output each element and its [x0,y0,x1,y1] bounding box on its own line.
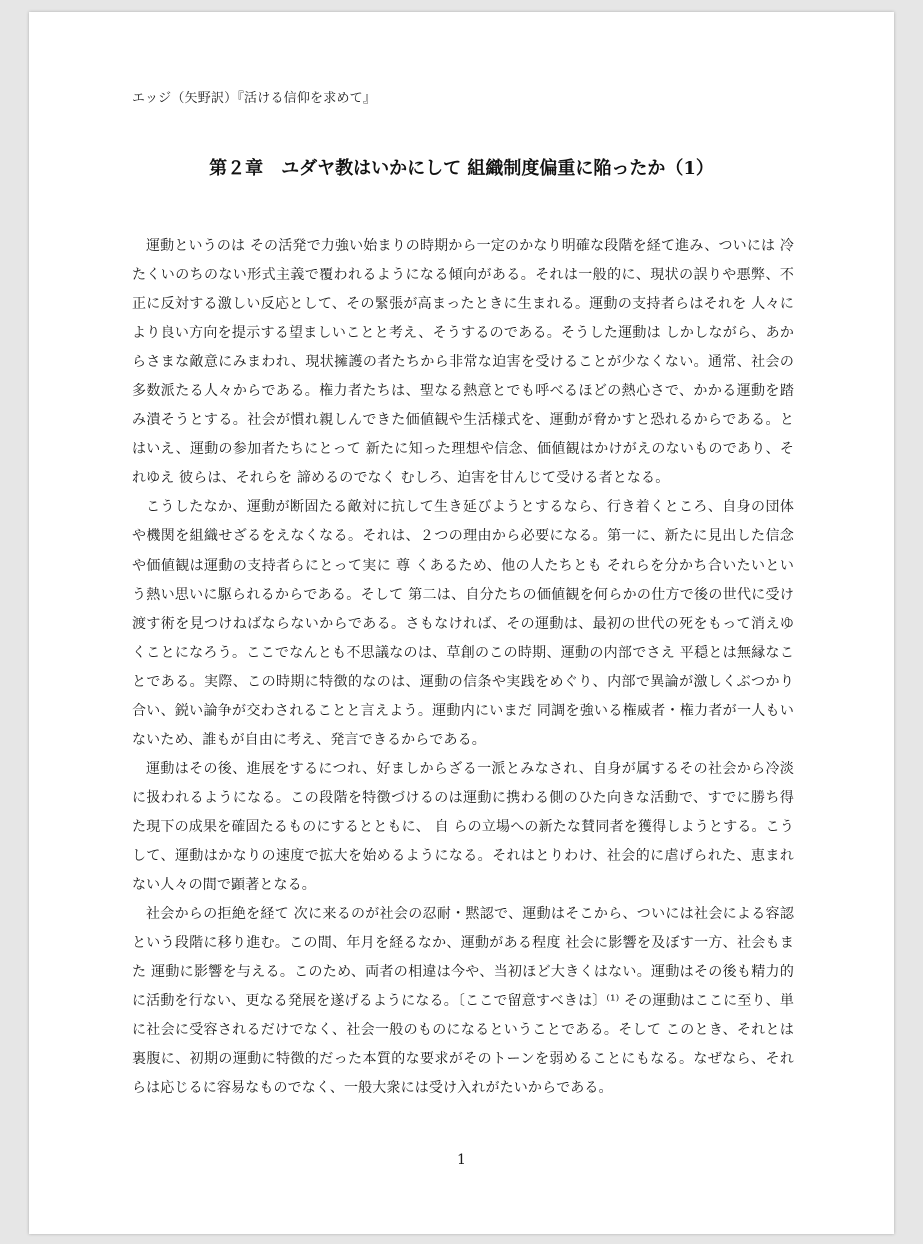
paragraph: 運動はその後、進展をするにつれ、好ましからざる一派とみなされ、自身が属するその社会から冷淡に扱われるようになる。この段階を特徴づけるのは運動に携わる側のひた向きな活動で、すでに勝ち得た現下の成果を確固たるものにするとともに、 自 らの立場への新たな賛同者を獲得しようとする。こうして、運動はかなりの速度で拡大を始めるようになる。それはとりわけ、社会的に虐げられた、恵まれない人々の間で顕著となる。 [132,760,794,894]
page-number: 1 [457,1152,466,1168]
paragraph: 社会からの拒絶を経て 次に来るのが社会の忍耐・黙認で、運動はそこから、ついには社会による容認という段階に移り進む。この間、年月を経るなか、運動がある程度 社会に影響を及ぼす一方、社会もまた 運動に影響を与える。このため、両者の相違は今や、当初ほど大きくはない。運動はその後も精力的に活動を行ない、更なる発展を遂げるようになる。〔ここで留意すべきは〕⁽¹⁾ その運動はここに至り、単に社会に受容されるだけでなく、社会一般のものになるということである。そして このとき、それとは裏腹に、初期の運動に特徴的だった本質的な要求がそのトーンを弱めることにもなる。なぜなら、それらは応じるに容易なものでなく、一般大衆には受け入れがたいからである。 [132,906,794,1097]
paragraph: 運動というのは その活発で力強い始まりの時期から一定のかなり明確な段階を経て進み、ついには 冷たくいのちのない形式主義で覆われるようになる傾向がある。それは一般的に、現状の誤りや悪弊、不正に反対する激しい反応として、その緊張が高まったときに生まれる。運動の支持者らはそれを 人々により良い方向を提示する望ましいことと考え、そうするのである。そうした運動は しかしながら、あからさまな敵意にみまわれ、現状擁護の者たちから非常な迫害を受けることが少なくない。通常、社会の多数派たる人々からである。権力者たちは、聖なる熱意とでも呼べるほどの熱心さで、かかる運動を踏み潰そうとする。社会が慣れ親しんできた価値観や生活様式を、運動が脅かすと恐れるからである。とはいえ、運動の参加者たちにとって 新たに知った理想や信念、価値観はかけがえのないものであり、それゆえ 彼らは、それらを 諦めるのでなく むしろ、迫害を甘んじて受ける者となる。 [132,238,794,487]
chapter-title: 第２章 ユダヤ教はいかにして 組織制度偏重に陥ったか（1） [209,158,714,179]
paragraph: こうしたなか、運動が断固たる敵対に抗して生き延びようとするなら、行き着くところ、自身の団体や機関を組織せざるをえなくなる。それは、２つの理由から必要になる。第一に、新たに見出した信念や価値観は運動の支持者らにとって実に 尊 くあるため、他の人たちとも それらを分かち合いたいという熱い思いに駆られるからである。そして 第二は、自分たちの価値観を何らかの仕方で後の世代に受け渡す術を見つけねばならないからである。さもなければ、その運動は、最初の世代の死をもって消えゆくことになろう。ここでなんとも不思議なのは、草創のこの時期、運動の内部でさえ 平穏とは無縁なことである。実際、この時期に特徴的なのは、運動の信条や実践をめぐり、内部で異論が激しくぶつかり合い、鋭い論争が交わされることと言えよう。運動内にいまだ 同調を強いる権威者・権力者が一人もいないため、誰もが自由に考え、発言できるからである。 [132,499,794,748]
document-page [29,12,894,1234]
running-header: エッジ（矢野訳）『活ける信仰を求めて』 [132,91,377,106]
body-text [132,232,794,1103]
